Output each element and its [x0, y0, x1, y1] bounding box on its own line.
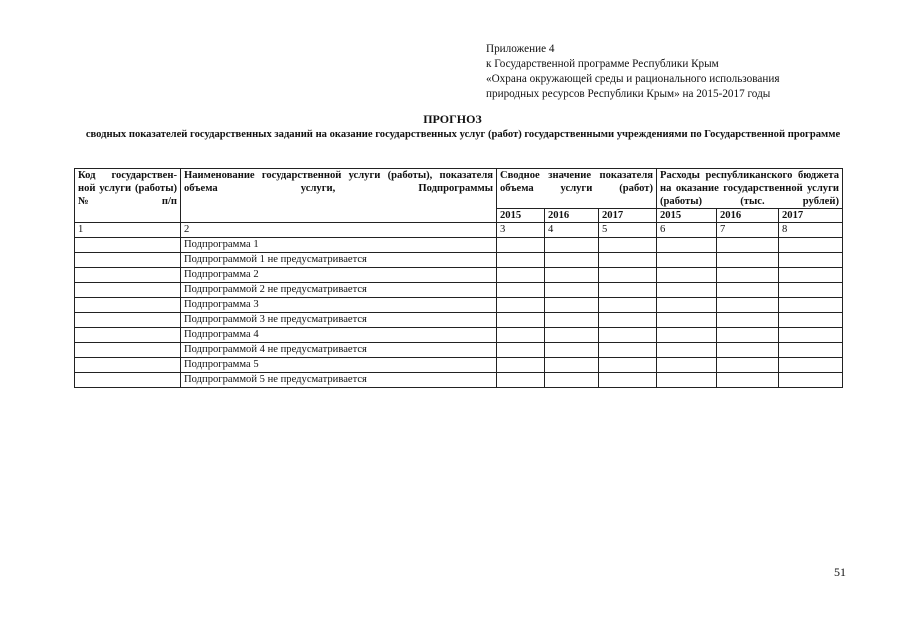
subprogram-cell: Подпрограммой 1 не предусматривается	[181, 253, 497, 268]
table-row	[75, 238, 843, 253]
column-number: 8	[779, 223, 843, 238]
empty-cell	[657, 358, 717, 373]
header-volume: Сводное значение показателя объема услуги (работ)	[497, 169, 657, 209]
subprogram-cell: Подпрограмма 5	[181, 358, 497, 373]
header-row	[75, 169, 843, 209]
empty-cell	[75, 328, 181, 343]
empty-cell	[75, 313, 181, 328]
empty-cell	[779, 283, 843, 298]
empty-cell	[599, 373, 657, 388]
empty-cell	[657, 328, 717, 343]
empty-cell	[599, 358, 657, 373]
header-code: Код государствен-ной услуги (работы) № п/п	[75, 169, 181, 223]
empty-cell	[779, 238, 843, 253]
table-row	[75, 253, 843, 268]
empty-cell	[657, 283, 717, 298]
empty-cell	[545, 238, 599, 253]
table-row	[75, 343, 843, 358]
empty-cell	[599, 343, 657, 358]
empty-cell	[779, 373, 843, 388]
empty-cell	[75, 253, 181, 268]
appendix-line: к Государственной программе Республики Крым	[486, 58, 719, 70]
empty-cell	[599, 328, 657, 343]
empty-cell	[717, 238, 779, 253]
appendix-line: природных ресурсов Республики Крым» на 2015-2017 годы	[486, 88, 771, 100]
empty-cell	[779, 328, 843, 343]
subprogram-cell: Подпрограмма 3	[181, 298, 497, 313]
table-row	[75, 358, 843, 373]
empty-cell	[545, 283, 599, 298]
empty-cell	[717, 283, 779, 298]
empty-cell	[779, 298, 843, 313]
empty-cell	[657, 238, 717, 253]
empty-cell	[545, 253, 599, 268]
empty-cell	[75, 298, 181, 313]
table-row	[75, 313, 843, 328]
year-2017: 2017	[779, 209, 843, 223]
empty-cell	[497, 238, 545, 253]
empty-cell	[497, 268, 545, 283]
empty-cell	[75, 268, 181, 283]
empty-cell	[717, 268, 779, 283]
column-numbers-row	[75, 223, 843, 238]
page-number: 51	[834, 565, 846, 579]
empty-cell	[599, 313, 657, 328]
document-title: ПРОГНОЗ	[423, 112, 482, 126]
empty-cell	[717, 298, 779, 313]
empty-cell	[497, 373, 545, 388]
table-row	[75, 373, 843, 388]
empty-cell	[545, 298, 599, 313]
year-2016: 2016	[717, 209, 779, 223]
column-number: 6	[657, 223, 717, 238]
column-number: 1	[75, 223, 181, 238]
appendix-line: «Охрана окружающей среды и рационального использования	[486, 73, 780, 85]
header-expenses: Расходы республиканского бюджета на оказание государственной услуги (работы) (тыс. рублей)	[657, 169, 843, 209]
empty-cell	[779, 253, 843, 268]
table-row	[75, 298, 843, 313]
document-subtitle: сводных показателей государственных заданий на оказание государственных услуг (работ) государственными учреждениями по Государственной программе	[85, 129, 841, 140]
empty-cell	[779, 313, 843, 328]
column-number: 7	[717, 223, 779, 238]
subprogram-cell: Подпрограммой 2 не предусматривается	[181, 283, 497, 298]
empty-cell	[75, 283, 181, 298]
empty-cell	[717, 253, 779, 268]
column-number: 2	[181, 223, 497, 238]
year-2015: 2015	[657, 209, 717, 223]
empty-cell	[599, 253, 657, 268]
header-name: Наименование государственной услуги (работы), показателя объема услуги, Подпрограммы	[181, 169, 497, 223]
empty-cell	[545, 268, 599, 283]
column-number: 5	[599, 223, 657, 238]
empty-cell	[717, 328, 779, 343]
empty-cell	[497, 358, 545, 373]
empty-cell	[497, 253, 545, 268]
appendix-block	[486, 42, 779, 102]
column-number: 4	[545, 223, 599, 238]
subprogram-cell: Подпрограммой 4 не предусматривается	[181, 343, 497, 358]
empty-cell	[717, 373, 779, 388]
empty-cell	[779, 268, 843, 283]
empty-cell	[75, 373, 181, 388]
empty-cell	[545, 343, 599, 358]
table-row	[75, 268, 843, 283]
subprogram-cell: Подпрограммой 5 не предусматривается	[181, 373, 497, 388]
subprogram-cell: Подпрограммой 3 не предусматривается	[181, 313, 497, 328]
year-2016: 2016	[545, 209, 599, 223]
forecast-table	[74, 168, 843, 388]
empty-cell	[657, 343, 717, 358]
subprogram-cell: Подпрограмма 2	[181, 268, 497, 283]
table-row	[75, 283, 843, 298]
subprogram-cell: Подпрограмма 1	[181, 238, 497, 253]
year-2017: 2017	[599, 209, 657, 223]
empty-cell	[657, 253, 717, 268]
appendix-line: Приложение 4	[486, 43, 555, 55]
empty-cell	[657, 298, 717, 313]
empty-cell	[545, 328, 599, 343]
empty-cell	[545, 358, 599, 373]
empty-cell	[545, 373, 599, 388]
empty-cell	[779, 358, 843, 373]
subprogram-cell: Подпрограмма 4	[181, 328, 497, 343]
empty-cell	[599, 283, 657, 298]
empty-cell	[75, 343, 181, 358]
empty-cell	[75, 238, 181, 253]
table-row	[75, 328, 843, 343]
empty-cell	[497, 283, 545, 298]
empty-cell	[599, 238, 657, 253]
empty-cell	[657, 373, 717, 388]
empty-cell	[599, 298, 657, 313]
empty-cell	[717, 343, 779, 358]
empty-cell	[657, 313, 717, 328]
empty-cell	[75, 358, 181, 373]
empty-cell	[497, 343, 545, 358]
empty-cell	[717, 313, 779, 328]
empty-cell	[657, 268, 717, 283]
empty-cell	[497, 298, 545, 313]
empty-cell	[717, 358, 779, 373]
empty-cell	[599, 268, 657, 283]
empty-cell	[545, 313, 599, 328]
column-number: 3	[497, 223, 545, 238]
year-2015: 2015	[497, 209, 545, 223]
empty-cell	[497, 313, 545, 328]
empty-cell	[779, 343, 843, 358]
empty-cell	[497, 328, 545, 343]
